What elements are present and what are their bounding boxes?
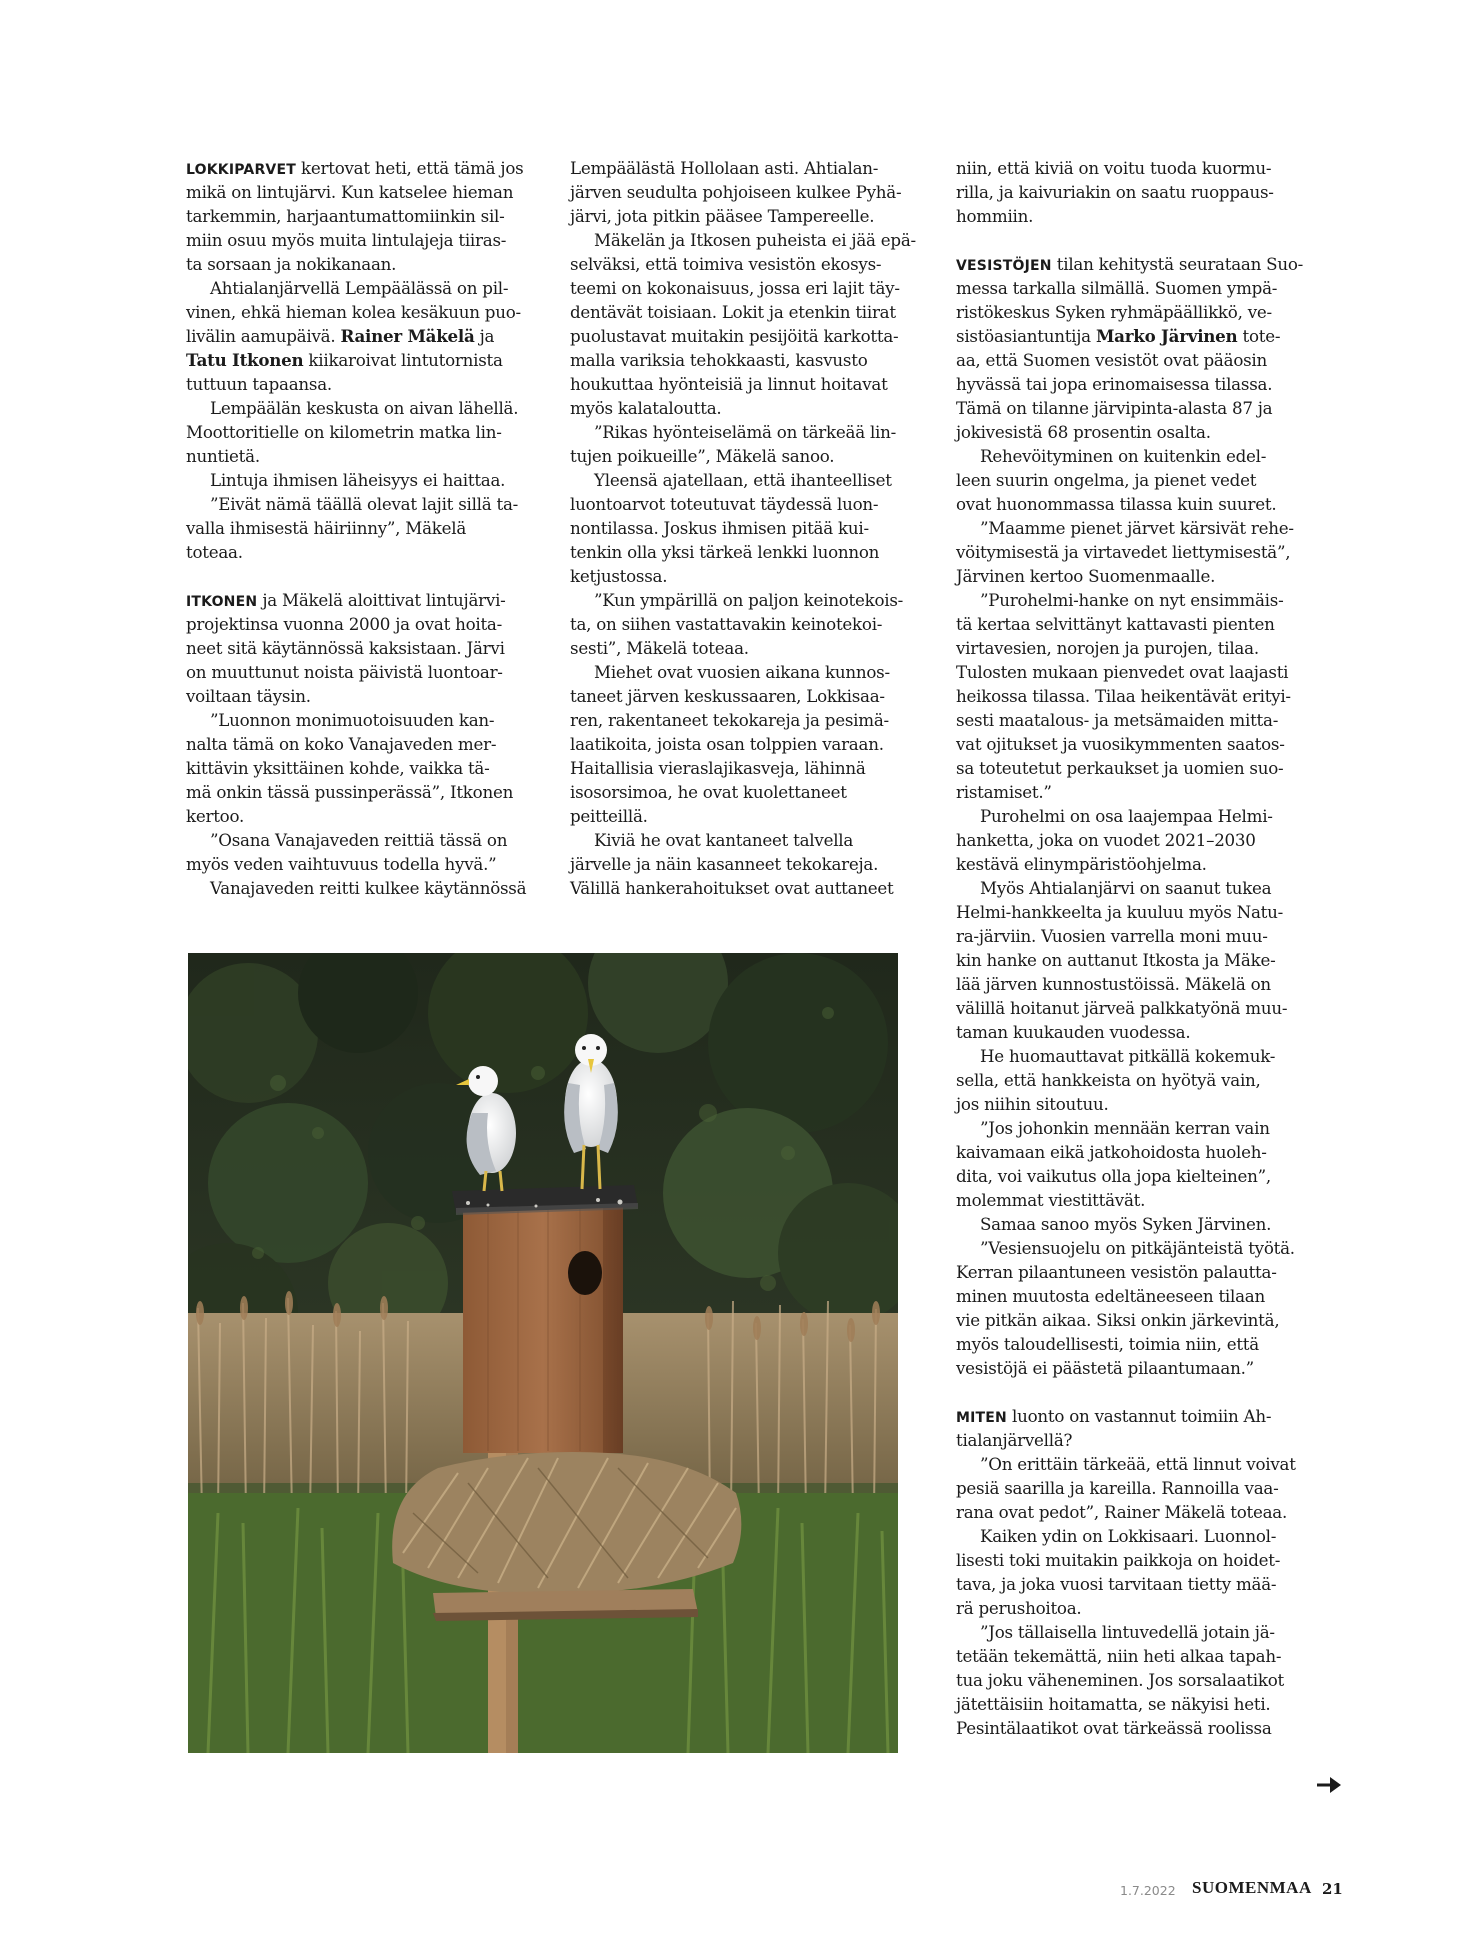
person-name: Rainer Mäkelä: [340, 326, 475, 346]
page-number: 21: [1322, 1880, 1343, 1898]
issue-date: 1.7.2022: [1120, 1883, 1176, 1898]
arrow-right-icon: [1316, 1776, 1342, 1794]
magazine-name: SUOMENMAA: [1192, 1878, 1312, 1897]
lead-word: ITKONEN: [186, 594, 258, 610]
person-name: Tatu Itkonen: [186, 350, 304, 370]
gulls-on-nest-box-photo: [188, 953, 898, 1753]
column-2: Lempäälästä Hollolaan asti. Ahtialan- järven seudulta pohjoiseen kulkee Pyhä- järvi, jota pitkin pääsee Tampereelle. Mäkelän ja Itkosen puheista ei jää epä- selväksi, että toimiva vesistön ekosys- teemi on kokonaisuus, jossa eri lajit täy- dentävät toisiaan. Lokit ja etenkin tiirat puolustavat muitakin pesijöitä karkotta- malla variksia tehokkaasti, kasvusto houkuttaa hyönteisiä ja linnut hoitavat myös kalataloutta. ”Rikas hyönteiselämä on tärkeää lin- tujen poikueille”, Mäkelä sanoo. Yleensä ajatellaan, että ihanteelliset luontoarvot toteutuvat täydessä luon- nontilassa. Joskus ihmisen pitää kui- tenkin olla yksi tärkeä lenkki luonnon ketjustossa. ”Kun ympärillä on paljon keinotekois- ta, on siihen vastattavakin keinotekoi- sesti”, Mäkelä toteaa. Miehet ovat vuosien aikana kunnos- taneet järven keskussaaren, Lokkisaa- ren, rakentaneet tekokareja ja pesimä- laatikoita, joista osan tolppien varaan. Haitallisia vieraslajikasveja, lähinnä isosorsimoa, he ovat kuolettaneet peitteillä. Kiviä he ovat kantaneet talvella järvelle ja näin kasanneet tekokareja. Välillä hankerahoitukset ovat auttaneet: [570, 158, 916, 898]
lead-word: LOKKIPARVET: [186, 162, 296, 178]
lead-word: VESISTÖJEN: [956, 258, 1052, 274]
lead-word: MITEN: [956, 1410, 1007, 1426]
article-photo: [188, 953, 898, 1753]
column-1: LOKKIPARVET kertovat heti, että tämä jos mikä on lintujärvi. Kun katselee hieman tarkemmin, harjaantumattomiinkin sil- miin osuu myös muita lintulajeja tiiras- ta sorsaan ja nokikanaan. Ahtialanjärvellä Lempäälässä on pil- vinen, ehkä hieman kolea kesäkuun puo- livälin aamupäivä. Rainer Mäkelä ja Tatu Itkonen kiikaroivat lintutornista tuttuun tapaansa. Lempäälän keskusta on aivan lähellä. Moottoritielle on kilometrin matka lin- nuntietä. Lintuja ihmisen läheisyys ei haittaa. ”Eivät nämä täällä olevat lajit sillä ta- valla ihmisestä häiriinny”, Mäkelä toteaa. ITKONEN ja Mäkelä aloittivat lintujärvi- projektinsa vuonna 2000 ja ovat hoita- neet sitä käytännössä kaksistaan. Järvi on muuttunut noista päivistä luontoar- voiltaan täysin. ”Luonnon monimuotoisuuden kan- nalta tämä on koko Vanajaveden mer- kittävin yksittäinen kohde, vaikka tä- mä onkin tässä pussinperässä”, Itkonen kertoo. ”Osana Vanajaveden reittiä tässä on myös veden vaihtuvuus todella hyvä.” Vanajaveden reitti kulkee käytännössä: [186, 158, 527, 898]
column-3: niin, että kiviä on voitu tuoda kuormu- rilla, ja kaivuriakin on saatu ruoppaus- hommiin. VESISTÖJEN tilan kehitystä seurataan Suo- messa tarkalla silmällä. Suomen ympä- ristökeskus Syken ryhmäpäällikkö, ve- sistöasiantuntija Marko Järvinen tote- aa, että Suomen vesistöt ovat pääosin hyvässä tai jopa erinomaisessa tilassa. Tämä on tilanne järvipinta-alasta 87 ja jokivesistä 68 prosentin osalta. Rehevöityminen on kuitenkin edel- leen suurin ongelma, ja pienet vedet ovat huonommassa tilassa kuin suuret. ”Maamme pienet järvet kärsivät rehe- vöitymisestä ja virtavedet liettymisestä”, Järvinen kertoo Suomenmaalle. ”Purohelmi-hanke on nyt ensimmäis- tä kertaa selvittänyt kattavasti pienten virtavesien, norojen ja purojen, tilaa. Tulosten mukaan pienvedet ovat laajasti heikossa tilassa. Tilaa heikentävät erityi- sesti maatalous- ja metsämaiden mitta- vat ojitukset ja vuosikymmenten saatos- sa toteutetut perkaukset ja uomien suo- ristamiset.” Purohelmi on osa laajempaa Helmi- hanketta, joka on vuodet 2021–2030 kestävä elinympäristöohjelma. Myös Ahtialanjärvi on saanut tukea Helmi-hankkeelta ja kuuluu myös Natu- ra-järviin. Vuosien varrella moni muu- kin hanke on auttanut Itkosta ja Mäke- lää järven kunnostustöissä. Mäkelä on välillä hoitanut järveä palkkatyönä muu- taman kuukauden vuodessa. He huomauttavat pitkällä kokemuk- sella, että hankkeista on hyötyä vain, jos niihin sitoutuu. ”Jos johonkin mennään kerran vain kaivamaan eikä jatkohoidosta huoleh- dita, voi vaikutus olla jopa kielteinen”, molemmat viestittävät. Samaa sanoo myös Syken Järvinen. ”Vesiensuojelu on pitkäjänteistä työtä. Kerran pilaantuneen vesistön palautta- minen muutosta edeltäneeseen tilaan vie pitkän aikaa. Siksi onkin järkevintä, myös taloudellisesti, toimia niin, että vesistöjä ei päästetä pilaantumaan.” MITEN luonto on vastannut toimiin Ah- tialanjärvellä? ”On erittäin tärkeää, että linnut voivat pesiä saarilla ja kareilla. Rannoilla vaa- rana ovat pedot”, Rainer Mäkelä toteaa. Kaiken ydin on Lokkisaari. Luonnol- lisesti toki muitakin paikkoja on hoidet- tava, ja joka vuosi tarvitaan tietty mää- rä perushoitoa. ”Jos tällaisella lintuvedellä jotain jä- tetään tekemättä, niin heti alkaa tapah- tua joku väheneminen. Jos sorsalaatikot jätettäisiin hoitamatta, se näkyisi heti. Pesintälaatikot ovat tärkeässä roolissa: [956, 158, 1304, 1738]
person-name: Marko Järvinen: [1095, 326, 1238, 346]
